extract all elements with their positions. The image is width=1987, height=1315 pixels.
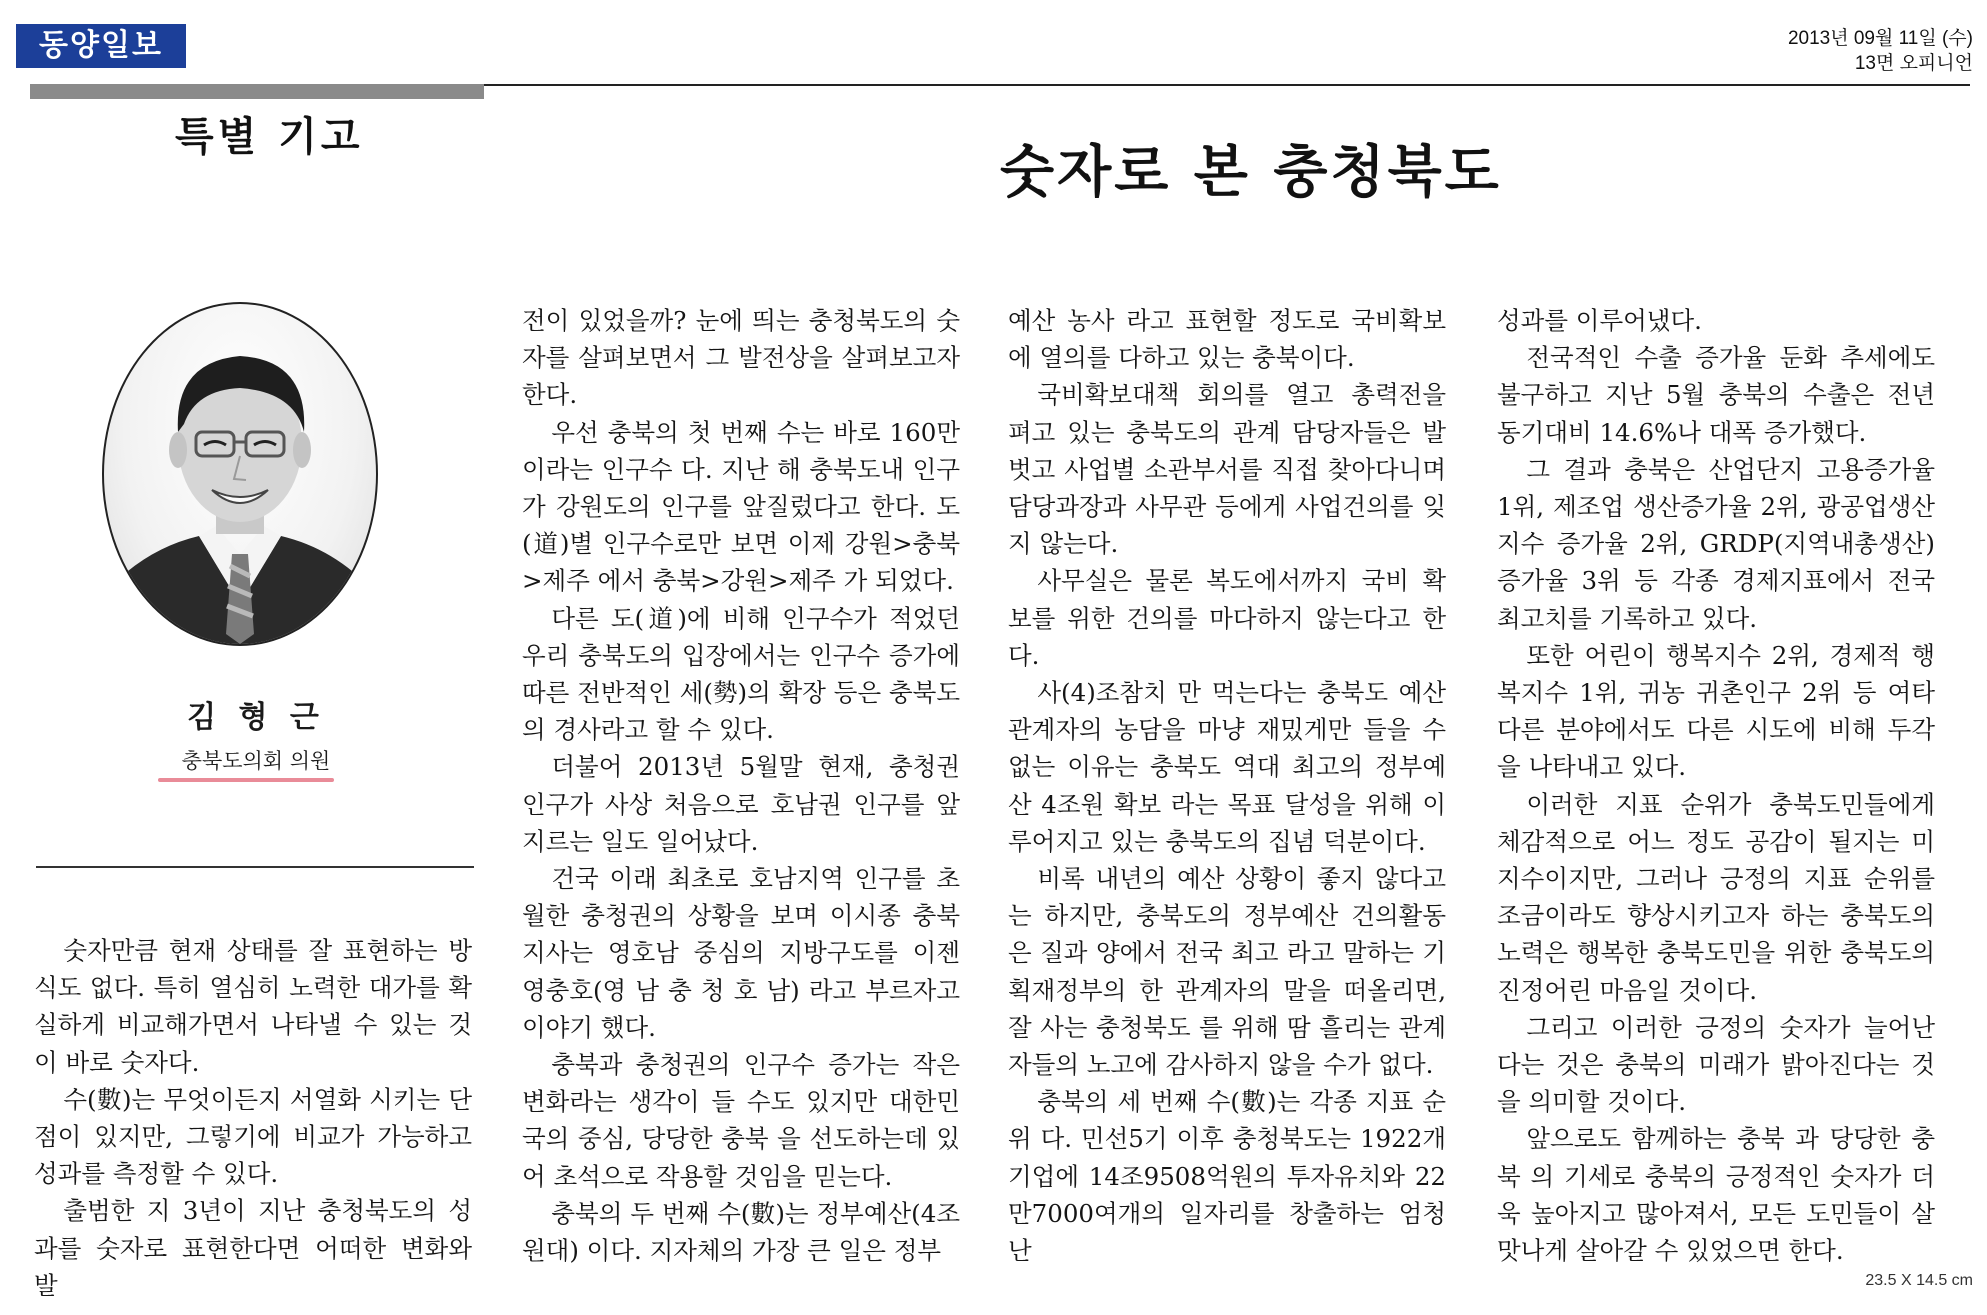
section-label: 특별 기고 xyxy=(175,114,364,160)
article-headline: 숫자로 본 충청북도 xyxy=(1000,139,1502,205)
paragraph: 우선 충북의 첫 번째 수는 바로 160만이라는 인구수 다. 지난 해 충북도내 인구가 강원도의 인구를 앞질렀다고 한다. 도(道)별 인구수로만 보면 이제 강원>충북>제주 에서 충북>강원>제주 가 되었다. xyxy=(522,417,960,596)
issue-page: 13면 오피니언 xyxy=(1854,53,1973,74)
paragraph: 더불어 2013년 5월말 현재, 충청권 인구가 사상 처음으로 호남권 인구를 앞지르는 일도 일어났다. xyxy=(522,752,960,856)
paragraph: 사무실은 물론 복도에서까지 국비 확보를 위한 건의를 마다하지 않는다고 한다. xyxy=(1008,566,1446,670)
paragraph: 이러한 지표 순위가 충북도민들에게 체감적으로 어느 정도 공감이 될지는 미지수이지만, 그러나 긍정의 지표 순위를 조금이라도 향상시키고자 하는 충북도의 노력은 행복한 충북도민을 위한 충북도의 진정어린 마음일 것이다. xyxy=(1497,789,1935,1005)
paragraph: 그 결과 충북은 산업단지 고용증가율 1위, 제조업 생산증가율 2위, 광공업생산지수 증가율 2위, GRDP(지역내총생산) 증가율 3위 등 각종 경제지표에서 전국 최고치를 기록하고 있다. xyxy=(1497,454,1935,633)
paragraph: 그리고 이러한 긍정의 숫자가 늘어난다는 것은 충북의 미래가 밝아진다는 것을 의미할 것이다. xyxy=(1497,1012,1935,1117)
author-title-underline xyxy=(158,778,334,782)
newspaper-logo: 동양일보 xyxy=(16,24,186,68)
issue-date: 2013년 09월 11일 (수) xyxy=(1787,28,1973,49)
column-separator xyxy=(36,866,474,868)
paragraph: 전국적인 수출 증가율 둔화 추세에도 불구하고 지난 5월 충북의 수출은 전년 동기대비 14.6%나 대폭 증가했다. xyxy=(1497,343,1935,447)
paragraph: 건국 이래 최초로 호남지역 인구를 초월한 충청권의 상황을 보며 이시종 충북지사는 영호남 중심의 지방구도를 이젠 영충호(영 남 충 청 호 남) 라고 부르자고 이야기 했다. xyxy=(522,864,960,1042)
paragraph: 사(4)조참치 만 먹는다는 충북도 예산 관계자의 농담을 마냥 재밌게만 들을 수 없는 이유는 충북도 역대 최고의 정부예산 4조원 확보 라는 목표 달성을 위해 이루어지고 있는 충북도의 집념 덕분이다. xyxy=(1008,678,1446,856)
paragraph: 앞으로도 함께하는 충북 과 당당한 충북 의 기세로 충북의 긍정적인 숫자가 더욱 높아지고 많아져서, 모든 도민들이 살맛나게 살아갈 수 있었으면 한다. xyxy=(1497,1124,1935,1266)
paragraph: 충북과 충청권의 인구수 증가는 작은 변화라는 생각이 들 수도 있지만 대한민국의 중심, 당당한 충북 을 선도하는데 있어 초석으로 작용할 것임을 믿는다. xyxy=(522,1050,960,1191)
author-portrait xyxy=(102,302,378,646)
paragraph: 성과를 이루어냈다. xyxy=(1497,306,1702,335)
paragraph: 수(數)는 무엇이든지 서열화 시키는 단점이 있지만, 그렇기에 비교가 가능하고 성과를 측정할 수 있다. xyxy=(34,1084,472,1189)
clipping-size-note: 23.5 X 14.5 cm xyxy=(1865,1272,1973,1289)
paragraph: 국비확보대책 회의를 열고 총력전을 펴고 있는 충북도의 관계 담당자들은 발벗고 사업별 소관부서를 직접 찾아다니며 담당과장과 사무관 등에게 사업건의를 잊지 않는다. xyxy=(1008,380,1446,559)
paragraph: 충북의 두 번째 수(數)는 정부예산(4조원대) 이다. 지자체의 가장 큰 일은 정부 xyxy=(522,1198,960,1266)
article-column-3 xyxy=(1008,302,1446,1269)
issue-info xyxy=(1788,26,1973,76)
paragraph: 숫자만큼 현재 상태를 잘 표현하는 방식도 없다. 특히 열심히 노력한 대가를 확실하게 비교해가면서 나타낼 수 있는 것이 바로 숫자다. xyxy=(34,936,472,1077)
author-name: 김 형 근 xyxy=(187,700,325,735)
paragraph: 다른 도(道)에 비해 인구수가 적었던 우리 충북도의 입장에서는 인구수 증가에 따른 전반적인 세(勢)의 확장 등은 충북도의 경사라고 할 수 있다. xyxy=(522,603,960,745)
paragraph: 예산 농사 라고 표현할 정도로 국비확보에 열의를 다하고 있는 충북이다. xyxy=(1008,306,1446,373)
section-bar xyxy=(30,84,484,99)
article-column-4 xyxy=(1497,302,1935,1269)
paragraph: 또한 어린이 행복지수 2위, 경제적 행복지수 1위, 귀농 귀촌인구 2위 등 여타 다른 분야에서도 다른 시도에 비해 두각을 나타내고 있다. xyxy=(1497,640,1935,782)
article-column-2 xyxy=(522,302,960,1269)
paragraph: 충북의 세 번째 수(數)는 각종 지표 순위 다. 민선5기 이후 충청북도는 1922개 기업에 14조9508억원의 투자유치와 22만7000여개의 일자리를 창출하는 엄청난 xyxy=(1008,1087,1446,1266)
paragraph: 비록 내년의 예산 상황이 좋지 않다고는 하지만, 충북도의 정부예산 건의활동은 질과 양에서 전국 최고 라고 말하는 기획재정부의 한 관계자의 말을 떠올리면, 잘 사는 충청북도 를 위해 땀 흘리는 관계자들의 노고에 감사하지 않을 수가 없다. xyxy=(1008,864,1446,1080)
paragraph: 출범한 지 3년이 지난 충청북도의 성과를 숫자로 표현한다면 어떠한 변화와 발 xyxy=(34,1196,472,1300)
paragraph: 전이 있었을까? 눈에 띄는 충청북도의 숫자를 살펴보면서 그 발전상을 살펴보고자 한다. xyxy=(522,306,960,410)
article-column-1 xyxy=(34,932,472,1304)
author-title: 충북도의회 의원 xyxy=(181,749,331,773)
